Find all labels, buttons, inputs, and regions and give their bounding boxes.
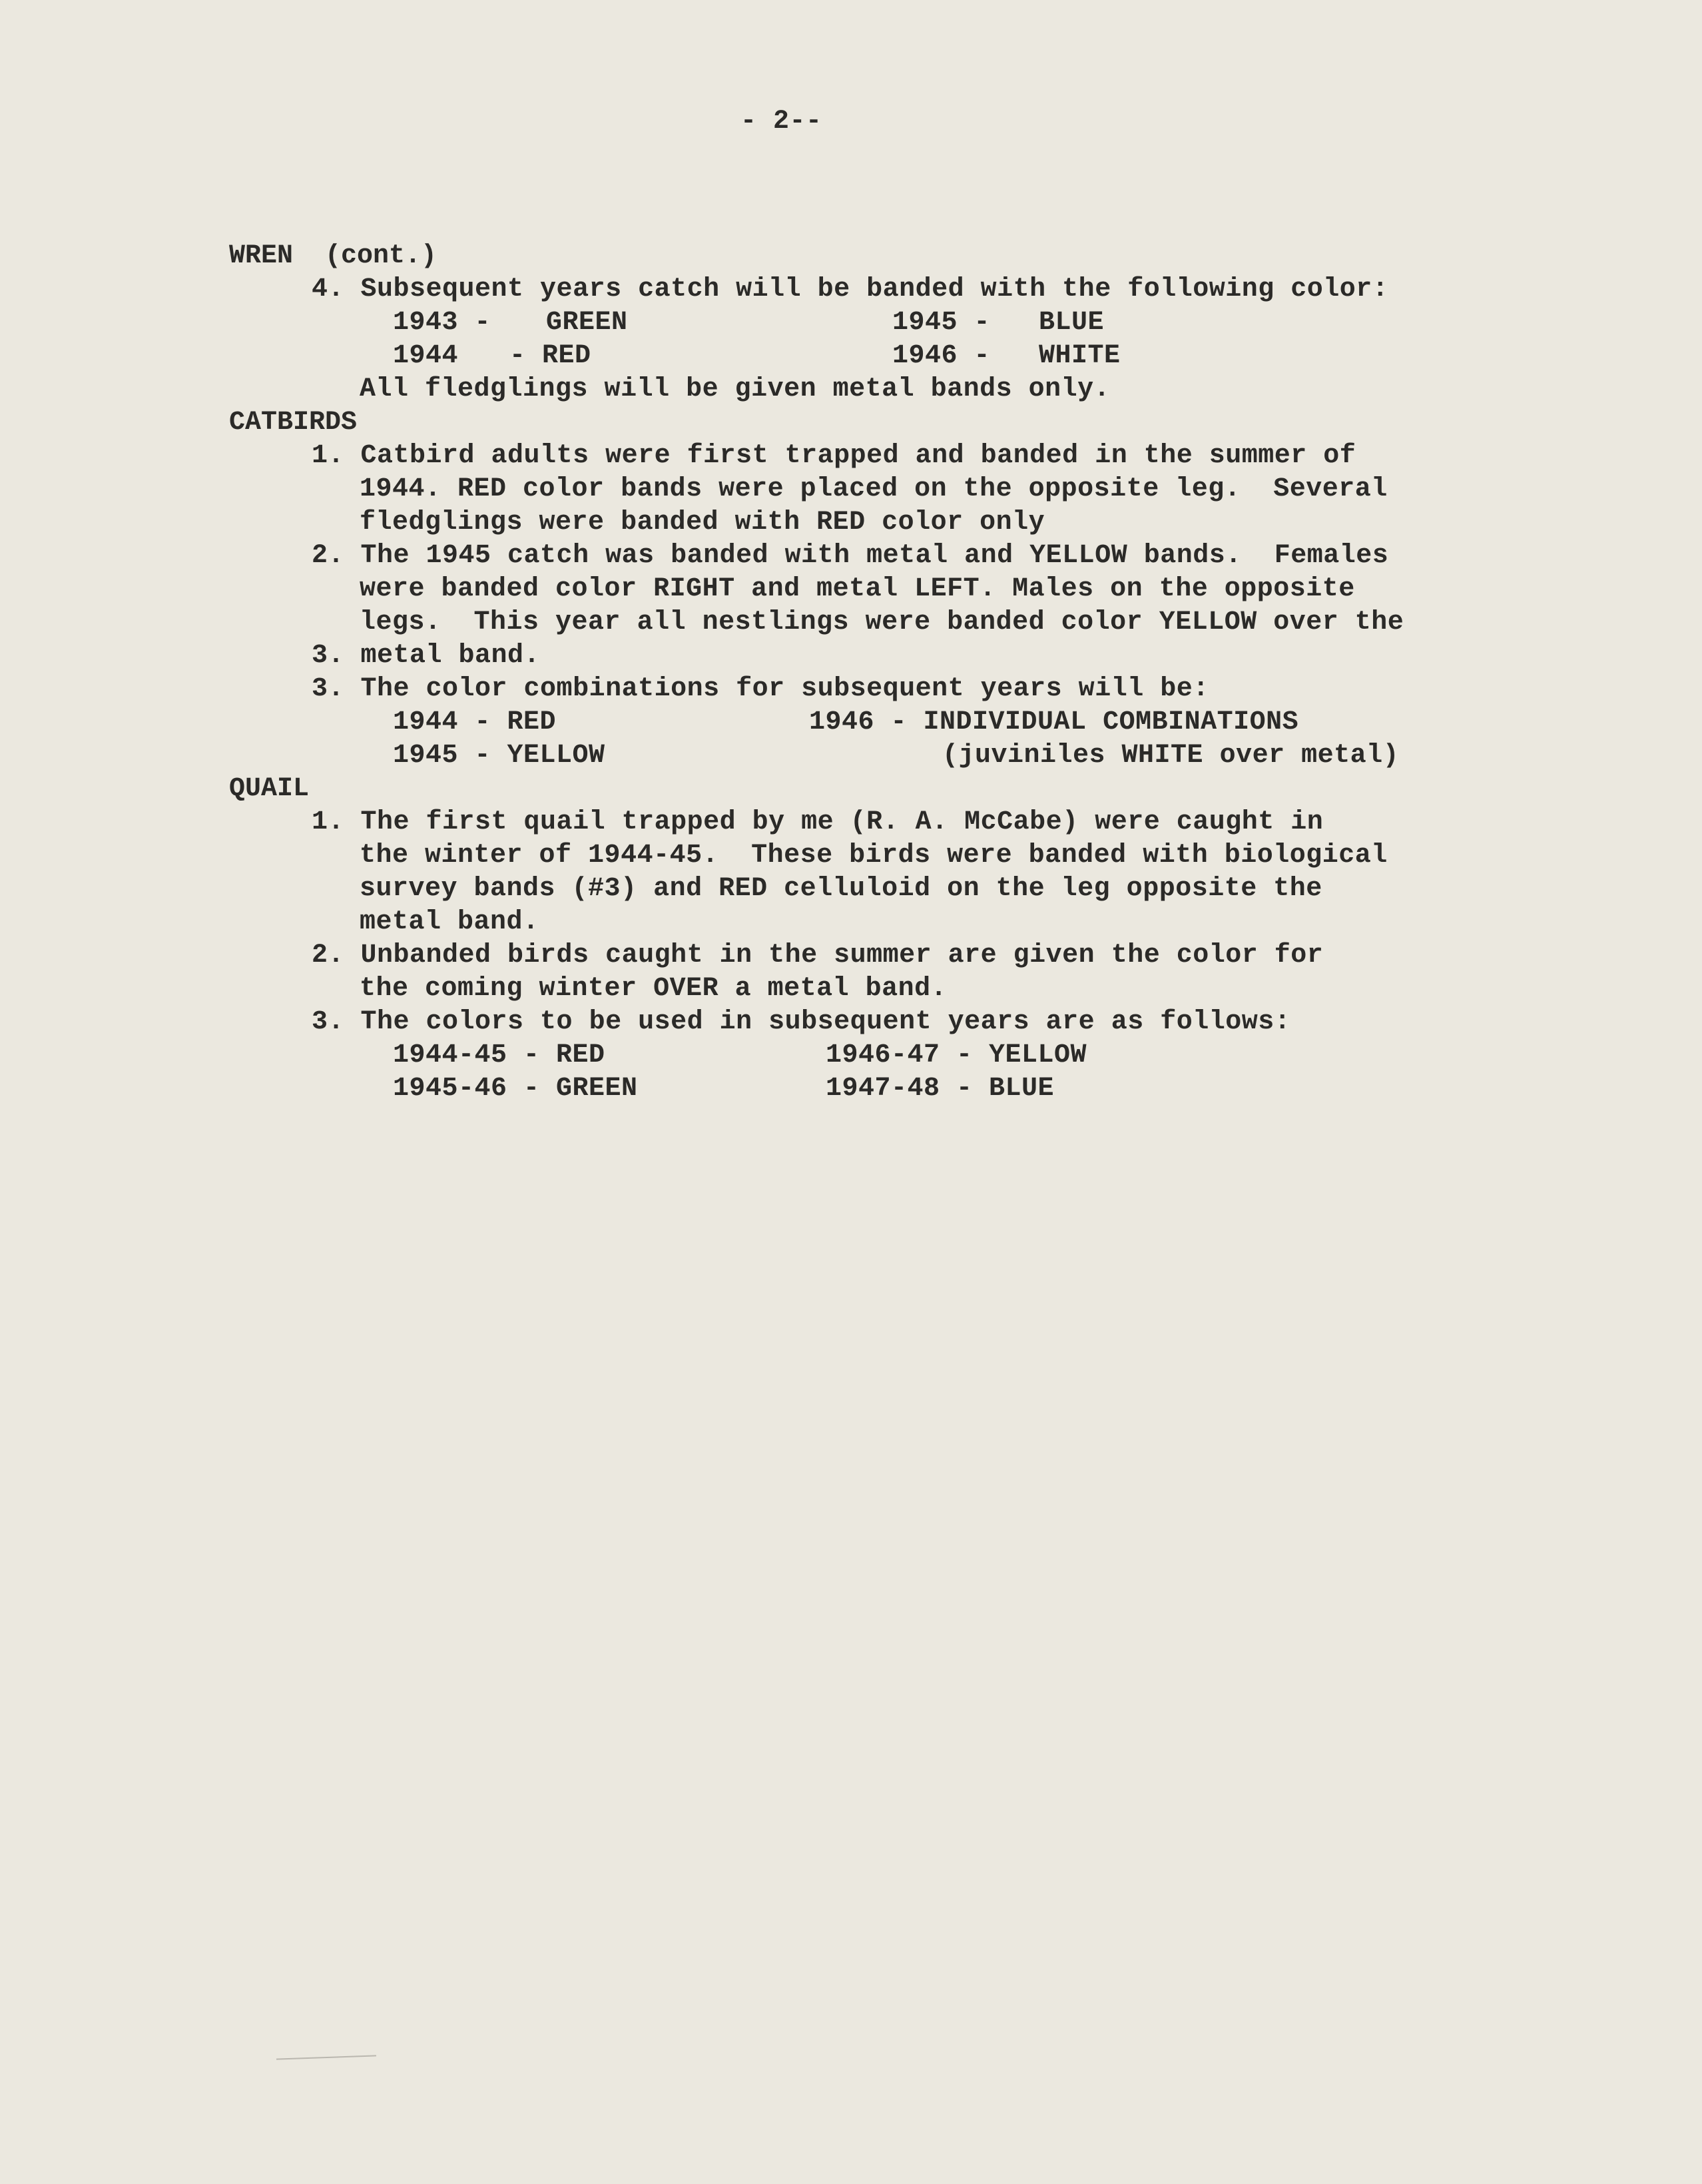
catbirds-item-2-line-3: legs. This year all nestlings were banded color YELLOW over the bbox=[360, 607, 1404, 637]
catbirds-item-1-line-3: fledglings were banded with RED color only bbox=[360, 508, 1045, 538]
catbirds-color-row-1-right: 1946 - INDIVIDUAL COMBINATIONS bbox=[809, 707, 1299, 737]
catbirds-item-3: 3. The color combinations for subsequent years will be: bbox=[312, 674, 1209, 704]
quail-item-2-line-2: the coming winter OVER a metal band. bbox=[360, 974, 948, 1004]
wren-color-row-1-color: GREEN bbox=[546, 308, 628, 338]
catbirds-item-2-line-1: 2. The 1945 catch was banded with metal and YELLOW bands. Females bbox=[312, 541, 1389, 571]
quail-color-row-2-left: 1945-46 - GREEN bbox=[393, 1074, 638, 1104]
wren-heading: WREN (cont.) bbox=[229, 241, 437, 271]
catbirds-item-2-line-4: 3. metal band. bbox=[312, 641, 541, 671]
quail-item-1-line-4: metal band. bbox=[360, 907, 539, 937]
catbirds-heading: CATBIRDS bbox=[229, 408, 358, 438]
quail-item-1-line-1: 1. The first quail trapped by me (R. A. McCabe) were caught in bbox=[312, 807, 1324, 837]
quail-item-1-line-3: survey bands (#3) and RED celluloid on the leg opposite the bbox=[360, 874, 1322, 904]
quail-item-2-line-1: 2. Unbanded birds caught in the summer are given the color for bbox=[312, 940, 1324, 970]
catbirds-item-1-line-2: 1944. RED color bands were placed on the opposite leg. Several bbox=[360, 474, 1388, 504]
page-number: - 2-- bbox=[740, 107, 822, 137]
quail-item-1-line-2: the winter of 1944-45. These birds were banded with biological bbox=[360, 841, 1388, 871]
quail-color-row-1-left: 1944-45 - RED bbox=[393, 1040, 605, 1070]
wren-color-row-2-color: - RED bbox=[509, 341, 591, 371]
wren-color-row-2-year: 1944 bbox=[393, 341, 459, 371]
catbirds-item-1-line-1: 1. Catbird adults were first trapped and banded in the summer of bbox=[312, 441, 1356, 471]
catbirds-color-row-2-left: 1945 - YELLOW bbox=[393, 741, 605, 771]
quail-color-row-1-right: 1946-47 - YELLOW bbox=[826, 1040, 1087, 1070]
wren-color-row-1-color2: BLUE bbox=[1039, 308, 1105, 338]
catbirds-color-row-2-right: (juviniles WHITE over metal) bbox=[942, 741, 1400, 771]
wren-color-row-1-year2: 1945 - bbox=[892, 308, 991, 338]
quail-item-3: 3. The colors to be used in subsequent years are as follows: bbox=[312, 1007, 1291, 1037]
quail-color-row-2-right: 1947-48 - BLUE bbox=[826, 1074, 1055, 1104]
catbirds-color-row-1-left: 1944 - RED bbox=[393, 707, 557, 737]
wren-fledglings-note: All fledglings will be given metal bands only. bbox=[360, 374, 1111, 404]
catbirds-item-2-line-2: were banded color RIGHT and metal LEFT. Males on the opposite bbox=[360, 574, 1355, 604]
quail-heading: QUAIL bbox=[229, 774, 310, 804]
wren-color-row-1-year: 1943 - bbox=[393, 308, 491, 338]
wren-color-row-2-year2: 1946 - bbox=[892, 341, 991, 371]
pencil-mark bbox=[276, 2055, 376, 2059]
wren-item-4: 4. Subsequent years catch will be banded with the following color: bbox=[312, 274, 1389, 304]
wren-color-row-2-color2: WHITE bbox=[1039, 341, 1121, 371]
